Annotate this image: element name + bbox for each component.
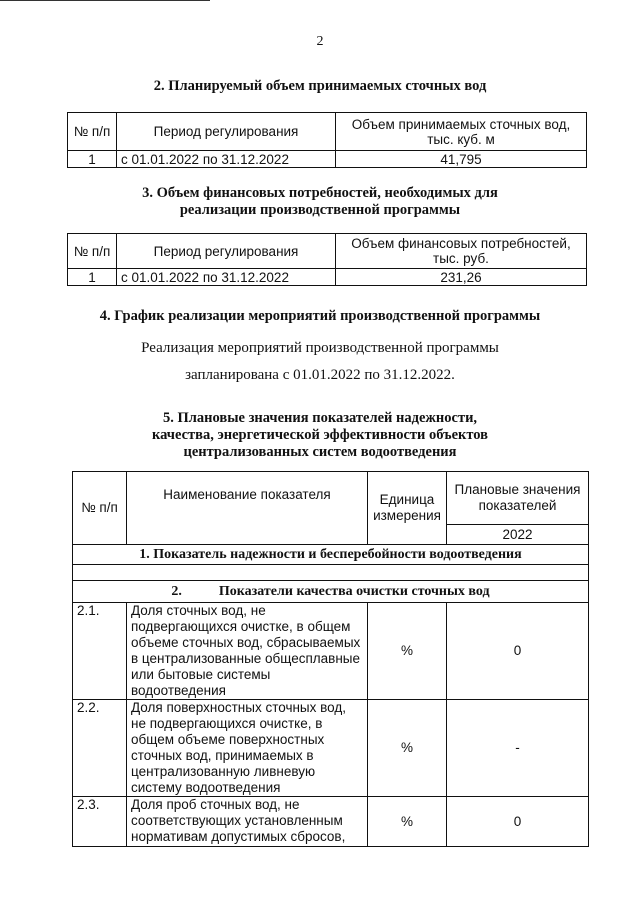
- group-row: [73, 545, 589, 565]
- section5-title-line2: качества, энергетической эффективности объектов: [151, 427, 489, 443]
- header-num: № п/п: [68, 113, 117, 151]
- header-unit: Единица измерения: [368, 472, 447, 545]
- cell-unit: %: [368, 603, 447, 700]
- header-planned-values: Плановые значения показателей: [447, 472, 589, 525]
- cell-num: 2.3.: [73, 797, 127, 847]
- cell-num: 1: [68, 269, 117, 286]
- group-row: [73, 581, 589, 603]
- table-row: [73, 700, 589, 797]
- cell-indicator-name: Доля проб сточных вод, не соответствующих установленным нормативам допустимых сбросов,: [127, 797, 368, 847]
- section4-text-line1: Реализация мероприятий производственной программы: [141, 340, 499, 356]
- section3-title-line1: 3. Объем финансовых потребностей, необходимых для: [142, 185, 498, 201]
- section4-text-line2: запланирована с 01.01.2022 по 31.12.2022.: [185, 367, 455, 383]
- header-year: 2022: [447, 525, 589, 545]
- table-header-row: [73, 472, 589, 525]
- header-volume: Объем принимаемых сточных вод, тыс. куб. м: [336, 113, 587, 151]
- cell-num: 2.1.: [73, 603, 127, 700]
- group1-title: 1. Показатель надежности и бесперебойности водоотведения: [73, 545, 589, 565]
- cell-num: 1: [68, 151, 117, 168]
- header-num: № п/п: [73, 472, 127, 545]
- cell-period: с 01.01.2022 по 31.12.2022: [117, 151, 336, 168]
- header-num: № п/п: [68, 234, 117, 269]
- header-indicator-name: Наименование показателя: [127, 472, 368, 545]
- empty-row: [73, 565, 589, 581]
- cell-volume: 41,795: [336, 151, 587, 168]
- section5-title-line3: централизованных систем водоотведения: [183, 444, 457, 460]
- cell-value: 0: [447, 797, 589, 847]
- header-period: Период регулирования: [117, 113, 336, 151]
- table-row: [73, 603, 589, 700]
- section5-title-line1: 5. Плановые значения показателей надежности,: [162, 410, 478, 426]
- table-row: [68, 151, 587, 168]
- top-rule: [0, 0, 210, 1]
- cell-num: 2.2.: [73, 700, 127, 797]
- table-row: [73, 797, 589, 847]
- section3-title-line2: реализации производственной программы: [179, 202, 461, 218]
- table-row: [68, 269, 587, 286]
- cell-unit: %: [368, 797, 447, 847]
- cell-value: 0: [447, 603, 589, 700]
- header-finance: Объем финансовых потребностей, тыс. руб.: [336, 234, 587, 269]
- table-header-row: [68, 234, 587, 269]
- group2-title: [73, 581, 589, 603]
- header-period: Период регулирования: [117, 234, 336, 269]
- table-header-row: [68, 113, 587, 151]
- cell-indicator-name: Доля сточных вод, не подвергающихся очистке, в общем объеме сточных вод, сбрасываемых в централизованные общесплавные или бытовые системы водоотведения: [127, 603, 368, 700]
- cell-finance: 231,26: [336, 269, 587, 286]
- section4-title: 4. График реализации мероприятий производственной программы: [99, 308, 541, 324]
- cell-indicator-name: Доля поверхностных сточных вод, не подвергающихся очистке, в общем объеме поверхностных сточных вод, принимаемых в централизованную ливневую систему водоотведения: [127, 700, 368, 797]
- section2-title: 2. Планируемый объем принимаемых сточных вод: [153, 78, 487, 94]
- cell-value: -: [447, 700, 589, 797]
- page-number: 2: [316, 34, 324, 49]
- cell-unit: %: [368, 700, 447, 797]
- section3-table: [67, 233, 587, 286]
- group2-number: 2.: [171, 583, 182, 599]
- indicators-table: [72, 471, 589, 847]
- empty-cell: [73, 565, 589, 581]
- group2-label: Показатели качества очистки сточных вод: [218, 583, 490, 599]
- section2-table: [67, 112, 587, 168]
- cell-period: с 01.01.2022 по 31.12.2022: [117, 269, 336, 286]
